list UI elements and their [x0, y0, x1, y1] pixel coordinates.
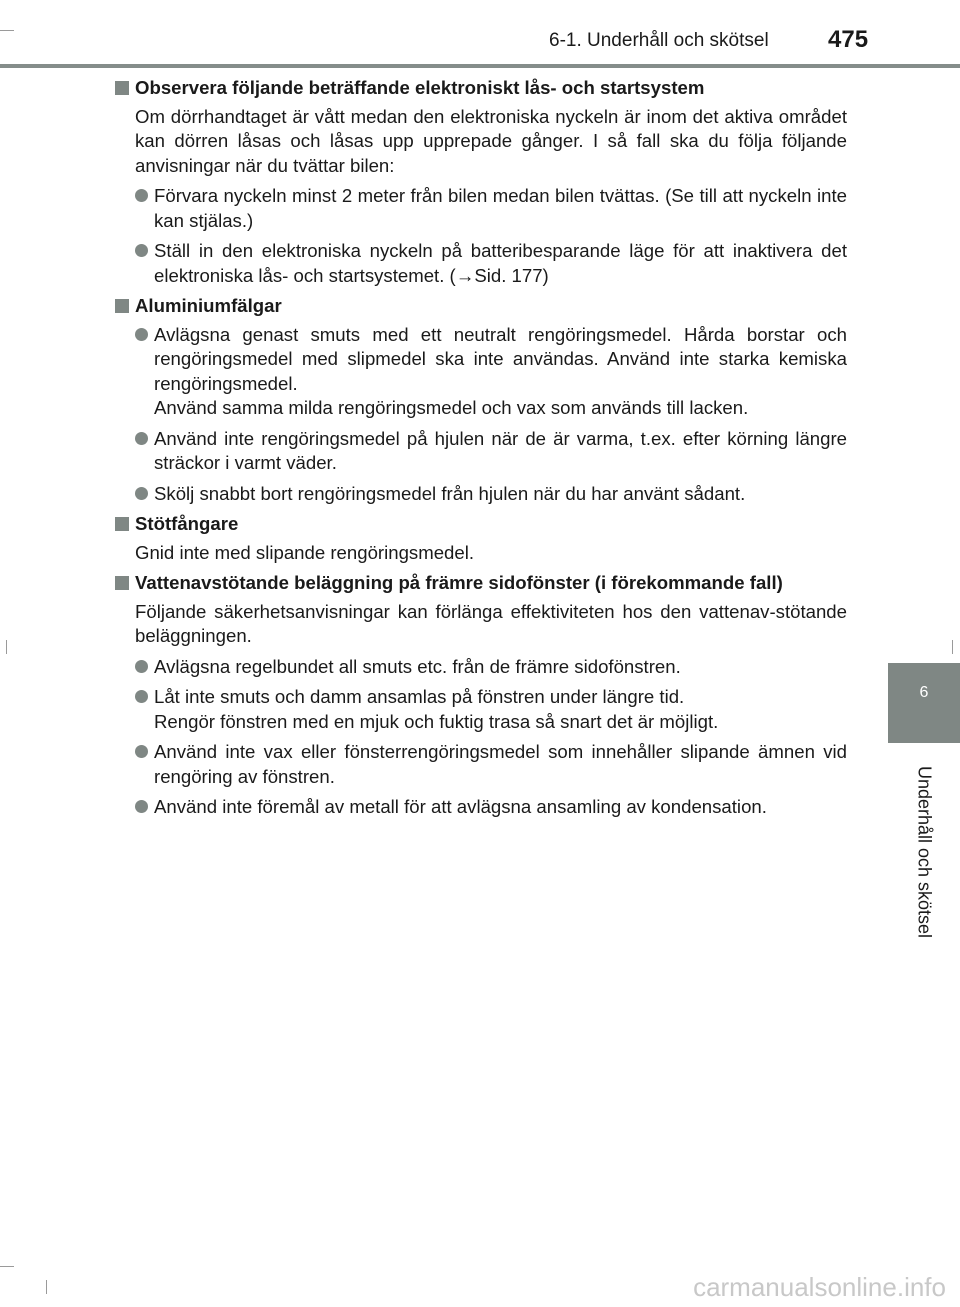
- bullet-line: Använd inte föremål av metall för att avlägsna ansamling av kondensation.: [154, 796, 767, 817]
- section-title: Aluminiumfälgar: [135, 295, 282, 316]
- bullet-line: Låt inte smuts och damm ansamlas på fönstren under längre tid.: [154, 686, 685, 707]
- circle-bullet-icon: [135, 800, 148, 813]
- section-heading: [115, 571, 847, 596]
- bullet-line: Avlägsna regelbundet all smuts etc. från de främre sidofönstren.: [154, 655, 681, 677]
- section-title: Stötfångare: [135, 513, 239, 534]
- section-paragraph: Gnid inte med slipande rengöringsmedel.: [135, 541, 475, 563]
- bullet-line: Avlägsna genast smuts med ett neutralt rengöringsmedel. Hårda borstar och rengöringsmedel med slipmedel ska inte användas. Använd inte starka kemiska rengöringsmedel.: [154, 323, 847, 394]
- bullet-item: [135, 655, 847, 680]
- section-heading: [115, 76, 847, 101]
- bullet-line: Använd inte rengöringsmedel på hjulen när de är varma, t.ex. efter körning längre sträckor i varmt väder.: [154, 427, 847, 473]
- bullet-text: [154, 323, 847, 421]
- header-section-title: 6-1. Underhåll och skötsel: [549, 30, 769, 51]
- crop-mark: [0, 30, 14, 31]
- crop-mark: [952, 640, 953, 654]
- square-bullet-icon: [115, 576, 129, 590]
- bullet-item: [135, 184, 847, 233]
- page-number: 475: [828, 26, 869, 53]
- crop-mark: [46, 1280, 47, 1294]
- circle-bullet-icon: [135, 328, 148, 341]
- section-title: Vattenavstötande beläggning på främre sidofönster (i förekommande fall): [135, 572, 783, 593]
- section-heading: [115, 294, 847, 319]
- bullet-item: [135, 740, 847, 789]
- circle-bullet-icon: [135, 745, 148, 758]
- section-paragraph: Följande säkerhetsanvisningar kan förlänga effektiviteten hos den vattenav-stötande beläggningen.: [135, 600, 847, 646]
- bullet-line: Förvara nyckeln minst 2 meter från bilen medan bilen tvättas. (Se till att nyckeln inte kan stjälas.): [154, 185, 847, 231]
- bullet-text: [154, 239, 847, 288]
- header-rule: [0, 64, 960, 68]
- section-heading: [115, 512, 847, 537]
- circle-bullet-icon: [135, 660, 148, 673]
- bullet-text: [154, 795, 847, 820]
- bullet-text: [154, 184, 847, 233]
- bullet-text: [154, 740, 847, 789]
- bullet-text: [154, 427, 847, 476]
- page-content: [115, 76, 847, 826]
- bullet-line: Rengör fönstren med en mjuk och fuktig trasa så snart det är möjligt.: [154, 710, 719, 732]
- chapter-label: Underhåll och skötsel: [914, 765, 935, 939]
- crop-mark: [6, 640, 7, 654]
- circle-bullet-icon: [135, 244, 148, 257]
- section: [115, 294, 847, 506]
- section-title: Observera följande beträffande elektroniskt lås- och startsystem: [135, 77, 705, 98]
- watermark: carmanualsonline.info: [693, 1272, 946, 1302]
- circle-bullet-icon: [135, 432, 148, 445]
- crop-mark: [0, 1266, 14, 1267]
- circle-bullet-icon: [135, 487, 148, 500]
- section: [115, 512, 847, 565]
- circle-bullet-icon: [135, 189, 148, 202]
- bullet-line: Skölj snabbt bort rengöringsmedel från hjulen när du har använt sådant.: [154, 482, 746, 504]
- bullet-text: [154, 685, 847, 734]
- square-bullet-icon: [115, 517, 129, 531]
- bullet-item: [135, 239, 847, 288]
- bullet-text: [154, 482, 847, 507]
- square-bullet-icon: [115, 81, 129, 95]
- section-paragraph: Om dörrhandtaget är vått medan den elektroniska nyckeln är inom det aktiva området kan dörren låsas och låsas upp upprepade gånger. I så fall ska du följa följande anvisningar när du tvättar bilen:: [135, 105, 847, 176]
- section: [115, 571, 847, 820]
- bullet-line: Använd samma milda rengöringsmedel och vax som används till lacken.: [154, 397, 749, 418]
- chapter-tab: [888, 663, 960, 743]
- section: [115, 76, 847, 288]
- square-bullet-icon: [115, 299, 129, 313]
- bullet-item: [135, 482, 847, 507]
- bullet-text: [154, 655, 847, 680]
- chapter-number: 6: [919, 684, 929, 701]
- bullet-line: Ställ in den elektroniska nyckeln på batteribesparande läge för att inaktivera det elektroniska lås- och startsystemet. (→Sid. 177): [154, 240, 847, 286]
- bullet-item: [135, 323, 847, 421]
- bullet-line: Använd inte vax eller fönsterrengöringsmedel som innehåller slipande ämnen vid rengöring av fönstren.: [154, 741, 847, 787]
- bullet-item: [135, 685, 847, 734]
- bullet-item: [135, 427, 847, 476]
- circle-bullet-icon: [135, 690, 148, 703]
- bullet-item: [135, 795, 847, 820]
